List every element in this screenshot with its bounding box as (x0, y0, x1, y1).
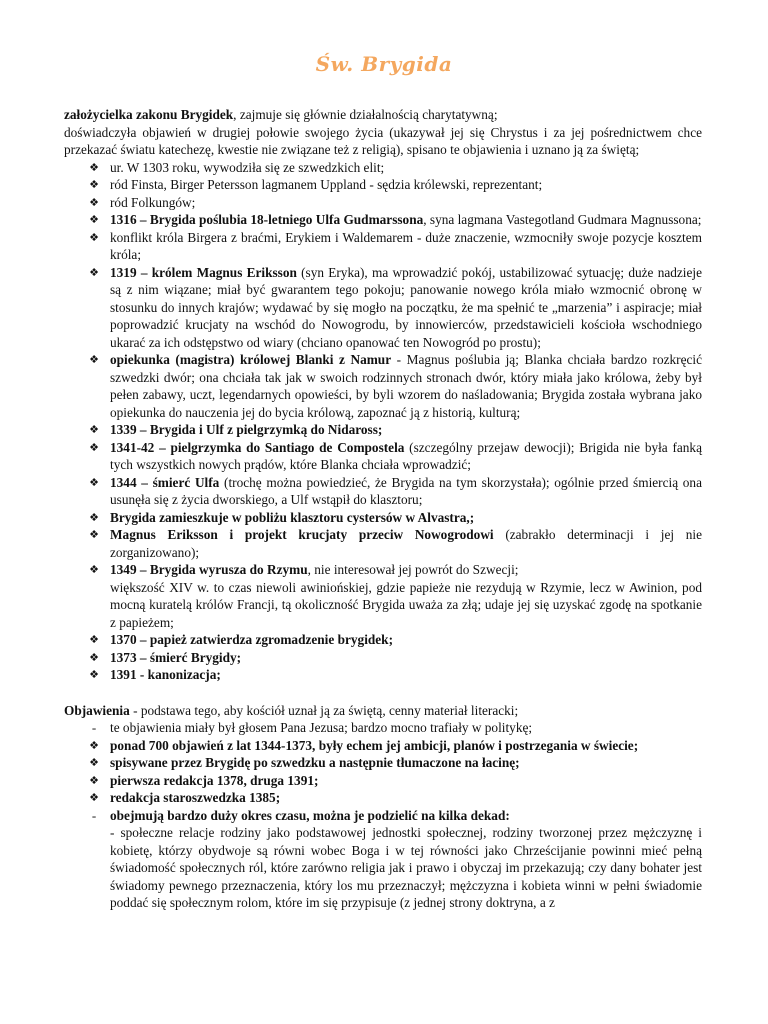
revelations-list (64, 719, 702, 912)
biography-item (64, 526, 702, 561)
diamond-bullet-icon: ❖ (89, 213, 99, 226)
item-bold-text: ponad 700 objawień z lat 1344-1373, były echem jej ambicji, planów i postrzegania w świecie; (110, 737, 639, 753)
item-bold-text: 1341-42 – pielgrzymka do Santiago de Compostela (110, 439, 405, 455)
diamond-bullet-icon: ❖ (89, 528, 99, 541)
item-text: , syna lagmana Vastegotland Gudmara Magnussona; (423, 212, 702, 227)
item-text: te objawienia miały był głosem Pana Jezusa; bardzo mocno trafiały w politykę; (110, 720, 533, 735)
diamond-bullet-icon: ❖ (89, 353, 99, 366)
item-bold-text: 1391 - kanonizacja; (110, 667, 221, 682)
diamond-bullet-icon: ❖ (89, 756, 99, 769)
item-bold-text: Magnus Eriksson i projekt krucjaty przeciw Nowogrodowi (110, 527, 494, 542)
item-text: (zabrakło determinacji i jej nie zorganizowano); (110, 527, 702, 560)
biography-item (64, 421, 702, 439)
biography-item (64, 176, 702, 194)
item-bold-text: 1339 – Brygida i Ulf z pielgrzymką do Nidaross; (110, 422, 383, 437)
diamond-bullet-icon: ❖ (89, 423, 99, 436)
biography-item (64, 264, 702, 352)
revelations-item (64, 772, 702, 790)
item-bold-text: opiekunka (magistra) królowej Blanki z Namur (110, 352, 392, 367)
item-bold-text: 1349 – Brygida wyrusza do Rzymu (110, 562, 308, 577)
biography-item (64, 159, 702, 177)
biography-item (64, 194, 702, 212)
revelations-heading (64, 702, 702, 720)
item-text: ród Folkungów; (110, 194, 196, 210)
biography-item (64, 649, 702, 667)
item-continuation: większość XIV w. to czas niewoli awiniońskiej, gdzie papieże nie rezydują w Rzymie, lecz w Awinion, pod mocną kuratelą królów Francji, tą okoliczność Brygida uważa za złą; udaje jej się uzyskać zgodę na spotkanie z papieżem; (110, 579, 702, 630)
revelations-item (64, 737, 702, 755)
item-bold-text: 1373 – śmierć Brygidy; (110, 649, 242, 665)
intro-line-1 (64, 106, 702, 124)
dash-bullet-icon: - (91, 720, 97, 735)
biography-item (64, 561, 702, 631)
biography-item (64, 211, 702, 229)
biography-item (64, 666, 702, 684)
diamond-bullet-icon: ❖ (89, 195, 99, 209)
item-bold-text: redakcja staroszwedzka 1385; (110, 790, 281, 805)
item-bold-text: obejmują bardzo duży okres czasu, można je podzielić na kilka dekad: (110, 807, 510, 823)
item-text: (trochę można powiedzieć, że Brygida na tym skorzystała); ogólnie przed śmiercią ona usunęła się z życia dworskiego, a Ulf wstąpił do klasztoru; (110, 474, 702, 507)
item-bold-text: pierwsza redakcja 1378, druga 1391; (110, 772, 319, 788)
diamond-bullet-icon: ❖ (89, 738, 99, 752)
item-bold-text: 1344 – śmierć Ulfa (110, 474, 220, 490)
diamond-bullet-icon: ❖ (89, 633, 99, 646)
biography-item (64, 229, 702, 264)
diamond-bullet-icon: ❖ (89, 510, 99, 524)
intro-line-2: doświadczyła objawień w drugiej połowie swojego życia (ukazywał jej się Chrystus i za jej pośrednictwem chce przekazać światu katechezę, kwestie nie związane też z religią), spisano te objawienia i uznano ją za świętą; (64, 124, 702, 157)
biography-item (64, 351, 702, 421)
dash-bullet-icon: - (91, 807, 97, 823)
item-text: konflikt króla Birgera z braćmi, Erykiem i Waldemarem - duże znaczenie, wzmocniły swoje pozycje kosztem króla; (110, 229, 702, 262)
diamond-bullet-icon: ❖ (89, 475, 99, 489)
item-text: - Magnus poślubia ją; Blanka chciała bardzo rozkręcić szwedzki dwór; ona chciała tak jak w swoich rodzinnych stronach dwór, który miała jako królowa, żeby był pełen zabawy, uczt, legendarnych opowieści, by byli wzorem do naśladowania; Brygida została wybrana jako opiekunka do nauczenia jej do bycia królową, zapoznać ją z historią, kulturą; (110, 352, 703, 420)
item-bold-text: 1316 – Brygida poślubia 18-letniego Ulfa Gudmarssona (110, 212, 424, 227)
biography-item (64, 509, 702, 527)
diamond-bullet-icon: ❖ (89, 265, 99, 279)
diamond-bullet-icon: ❖ (89, 668, 99, 681)
revelations-item (64, 754, 702, 772)
item-text: ur. W 1303 roku, wywodziła się ze szwedzkich elit; (110, 159, 385, 175)
diamond-bullet-icon: ❖ (89, 178, 99, 191)
biography-list (64, 159, 702, 684)
document-body (64, 106, 702, 912)
diamond-bullet-icon: ❖ (89, 773, 99, 787)
item-text: , nie interesował jej powrót do Szwecji; (307, 562, 519, 577)
diamond-bullet-icon: ❖ (89, 440, 99, 454)
intro-bold: założycielka zakonu Brygidek (64, 107, 234, 122)
revelations-item (64, 719, 702, 737)
diamond-bullet-icon: ❖ (89, 650, 99, 664)
biography-item (64, 631, 702, 649)
item-text: ród Finsta, Birger Petersson lagmanem Uppland - sędzia królewski, reprezentant; (110, 177, 543, 192)
page-title: Św. Brygida (315, 52, 453, 76)
item-bold-text: 1370 – papież zatwierdza zgromadzenie brygidek; (110, 632, 394, 647)
item-bold-text: spisywane przez Brygidę po szwedzku a następnie tłumaczone na łacinę; (110, 755, 520, 770)
diamond-bullet-icon: ❖ (89, 230, 99, 244)
revelations-heading-bold: Objawienia (64, 702, 130, 718)
diamond-bullet-icon: ❖ (89, 791, 99, 804)
revelations-item (64, 789, 702, 807)
item-bold-text: Brygida zamieszkuje w pobliżu klasztoru cystersów w Alvastra,; (110, 509, 475, 525)
item-continuation: - społeczne relacje rodziny jako podstawowej jednostki społecznej, rodziny tworzonej przez mężczyznę i kobietę, którzy obydwoje są równi wobec Boga i w tej równości jako Chrześcijanie powinni mieć pełną świadomość społecznych ról, które zarówno religia jak i prawo i obyczaj im przekazują; czy dany bohater jest świadomy pewnego przeznaczenia, który los mu przeznaczył; mężczyzna i kobieta winni w pełni świadomie poddać się społecznym rolom, które im się przypisuje (z jednej strony doktryna, a z (110, 825, 702, 910)
revelations-item (64, 807, 702, 912)
diamond-bullet-icon: ❖ (89, 563, 99, 576)
diamond-bullet-icon: ❖ (89, 160, 99, 174)
revelations-heading-rest: - podstawa tego, aby kościół uznał ją za świętą, cenny materiał literacki; (129, 702, 519, 718)
intro-rest: , zajmuje się głównie działalnością charytatywną; (233, 107, 498, 122)
item-bold-text: 1319 – królem Magnus Eriksson (110, 264, 297, 280)
item-text: (syn Eryka), ma wprowadzić pokój, ustabilizować sytuację; duże nadzieje są z nim wiązane; miał być gwarantem tego pokoju; panowanie nowego króla miało wzmocnić obronę w stosunku do innych krajów; wydawać by się mogło na początku, że ma spełnić te „marzenia” i aspiracje; miał poprowadzić krucjaty na wschód do Nowogrodu, by innowierców, przedstawicieli kościoła wschodniego ukarać za ich odstępstwo od wiary (chciano opanować ten Nowogród po prostu); (110, 264, 702, 350)
biography-item (64, 474, 702, 509)
biography-item (64, 439, 702, 474)
item-text: (szczególny przejaw dewocji); Brigida nie była fanką tych wszystkich nowych prądów, które Blanka chciała wprowadzić; (110, 439, 702, 472)
section-gap (64, 684, 702, 702)
